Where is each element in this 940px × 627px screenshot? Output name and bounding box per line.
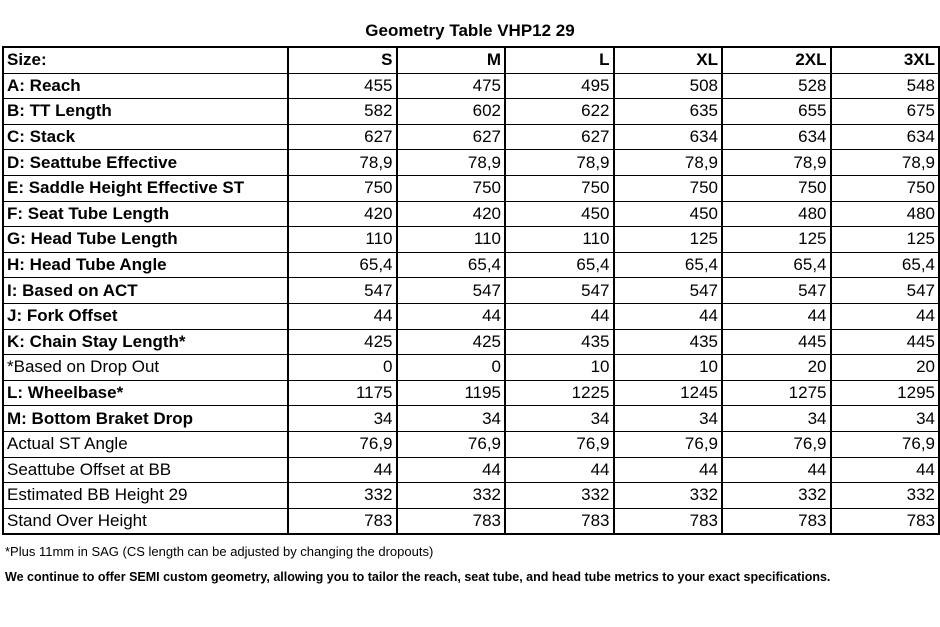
table-row — [3, 278, 939, 304]
value-cell: 445 — [831, 329, 940, 355]
row-label: J: Fork Offset — [3, 303, 288, 329]
value-cell: 125 — [831, 227, 940, 253]
value-cell: 34 — [288, 406, 397, 432]
row-label: D: Seattube Effective — [3, 150, 288, 176]
value-cell: 1245 — [614, 380, 723, 406]
value-cell: 1295 — [831, 380, 940, 406]
row-label: H: Head Tube Angle — [3, 252, 288, 278]
row-label: F: Seat Tube Length — [3, 201, 288, 227]
value-cell: 44 — [397, 303, 506, 329]
value-cell: 10 — [505, 355, 614, 381]
value-cell: 1225 — [505, 380, 614, 406]
value-cell: 750 — [831, 175, 940, 201]
value-cell: 1275 — [722, 380, 831, 406]
value-cell: 622 — [505, 99, 614, 125]
value-cell: 76,9 — [505, 431, 614, 457]
row-label: Actual ST Angle — [3, 431, 288, 457]
row-label: E: Saddle Height Effective ST — [3, 175, 288, 201]
value-cell: 34 — [397, 406, 506, 432]
table-row — [3, 303, 939, 329]
table-row — [3, 150, 939, 176]
value-cell: 634 — [722, 124, 831, 150]
value-cell: 425 — [397, 329, 506, 355]
size-header-s: S — [288, 47, 397, 73]
row-label: K: Chain Stay Length* — [3, 329, 288, 355]
value-cell: 455 — [288, 73, 397, 99]
value-cell: 547 — [722, 278, 831, 304]
table-row — [3, 73, 939, 99]
value-cell: 602 — [397, 99, 506, 125]
value-cell: 65,4 — [505, 252, 614, 278]
value-cell: 627 — [288, 124, 397, 150]
value-cell: 435 — [614, 329, 723, 355]
value-cell: 495 — [505, 73, 614, 99]
table-row — [3, 99, 939, 125]
size-header-l: L — [505, 47, 614, 73]
value-cell: 420 — [397, 201, 506, 227]
value-cell: 634 — [831, 124, 940, 150]
table-header-row — [3, 47, 939, 73]
value-cell: 750 — [397, 175, 506, 201]
value-cell: 420 — [288, 201, 397, 227]
page-title: Geometry Table VHP12 29 — [365, 21, 575, 40]
value-cell: 78,9 — [722, 150, 831, 176]
value-cell: 332 — [505, 483, 614, 509]
value-cell: 750 — [614, 175, 723, 201]
value-cell: 547 — [831, 278, 940, 304]
table-row — [3, 175, 939, 201]
value-cell: 78,9 — [505, 150, 614, 176]
value-cell: 65,4 — [722, 252, 831, 278]
value-cell: 44 — [288, 303, 397, 329]
row-label: B: TT Length — [3, 99, 288, 125]
value-cell: 332 — [288, 483, 397, 509]
value-cell: 65,4 — [397, 252, 506, 278]
row-label: I: Based on ACT — [3, 278, 288, 304]
value-cell: 425 — [288, 329, 397, 355]
table-row — [3, 508, 939, 534]
value-cell: 125 — [614, 227, 723, 253]
size-header-3xl: 3XL — [831, 47, 940, 73]
value-cell: 783 — [831, 508, 940, 534]
size-header-2xl: 2XL — [722, 47, 831, 73]
value-cell: 44 — [722, 303, 831, 329]
row-label: *Based on Drop Out — [3, 355, 288, 381]
value-cell: 65,4 — [288, 252, 397, 278]
value-cell: 44 — [505, 303, 614, 329]
value-cell: 332 — [614, 483, 723, 509]
row-label: C: Stack — [3, 124, 288, 150]
value-cell: 508 — [614, 73, 723, 99]
value-cell: 750 — [722, 175, 831, 201]
table-row — [3, 201, 939, 227]
value-cell: 627 — [505, 124, 614, 150]
value-cell: 78,9 — [397, 150, 506, 176]
value-cell: 10 — [614, 355, 723, 381]
value-cell: 44 — [831, 457, 940, 483]
table-row — [3, 329, 939, 355]
row-label: L: Wheelbase* — [3, 380, 288, 406]
value-cell: 783 — [288, 508, 397, 534]
value-cell: 44 — [614, 457, 723, 483]
table-row — [3, 380, 939, 406]
table-row — [3, 227, 939, 253]
size-header-xl: XL — [614, 47, 723, 73]
table-row — [3, 124, 939, 150]
value-cell: 110 — [505, 227, 614, 253]
table-row — [3, 457, 939, 483]
value-cell: 528 — [722, 73, 831, 99]
value-cell: 783 — [397, 508, 506, 534]
value-cell: 435 — [505, 329, 614, 355]
value-cell: 20 — [722, 355, 831, 381]
row-label: G: Head Tube Length — [3, 227, 288, 253]
value-cell: 582 — [288, 99, 397, 125]
value-cell: 750 — [505, 175, 614, 201]
table-row — [3, 406, 939, 432]
row-label: A: Reach — [3, 73, 288, 99]
value-cell: 110 — [288, 227, 397, 253]
value-cell: 44 — [722, 457, 831, 483]
value-cell: 65,4 — [614, 252, 723, 278]
value-cell: 78,9 — [831, 150, 940, 176]
value-cell: 655 — [722, 99, 831, 125]
value-cell: 0 — [288, 355, 397, 381]
custom-geometry-note: We continue to offer SEMI custom geometry, allowing you to tailor the reach, seat tube, and head tube metrics to your exact specifications. — [5, 570, 831, 584]
value-cell: 547 — [505, 278, 614, 304]
value-cell: 44 — [288, 457, 397, 483]
value-cell: 332 — [831, 483, 940, 509]
value-cell: 475 — [397, 73, 506, 99]
value-cell: 750 — [288, 175, 397, 201]
value-cell: 480 — [831, 201, 940, 227]
value-cell: 783 — [722, 508, 831, 534]
value-cell: 44 — [505, 457, 614, 483]
value-cell: 76,9 — [831, 431, 940, 457]
value-cell: 547 — [397, 278, 506, 304]
value-cell: 548 — [831, 73, 940, 99]
value-cell: 125 — [722, 227, 831, 253]
value-cell: 445 — [722, 329, 831, 355]
value-cell: 634 — [614, 124, 723, 150]
value-cell: 65,4 — [831, 252, 940, 278]
footnote: *Plus 11mm in SAG (CS length can be adjusted by changing the dropouts) — [5, 544, 434, 559]
value-cell: 450 — [614, 201, 723, 227]
value-cell: 34 — [505, 406, 614, 432]
value-cell: 110 — [397, 227, 506, 253]
value-cell: 78,9 — [288, 150, 397, 176]
value-cell: 450 — [505, 201, 614, 227]
value-cell: 480 — [722, 201, 831, 227]
geometry-table — [2, 46, 940, 535]
value-cell: 76,9 — [397, 431, 506, 457]
value-cell: 675 — [831, 99, 940, 125]
value-cell: 332 — [722, 483, 831, 509]
size-header-m: M — [397, 47, 506, 73]
value-cell: 34 — [722, 406, 831, 432]
value-cell: 635 — [614, 99, 723, 125]
value-cell: 78,9 — [614, 150, 723, 176]
row-label: Estimated BB Height 29 — [3, 483, 288, 509]
value-cell: 0 — [397, 355, 506, 381]
value-cell: 332 — [397, 483, 506, 509]
value-cell: 20 — [831, 355, 940, 381]
value-cell: 1175 — [288, 380, 397, 406]
table-row — [3, 252, 939, 278]
value-cell: 76,9 — [614, 431, 723, 457]
value-cell: 44 — [831, 303, 940, 329]
value-cell: 547 — [614, 278, 723, 304]
row-label: Seattube Offset at BB — [3, 457, 288, 483]
value-cell: 34 — [831, 406, 940, 432]
header-label-cell: Size: — [3, 47, 288, 73]
value-cell: 783 — [614, 508, 723, 534]
row-label: Stand Over Height — [3, 508, 288, 534]
table-row — [3, 355, 939, 381]
value-cell: 44 — [614, 303, 723, 329]
value-cell: 1195 — [397, 380, 506, 406]
value-cell: 34 — [614, 406, 723, 432]
value-cell: 44 — [397, 457, 506, 483]
table-row — [3, 431, 939, 457]
value-cell: 76,9 — [288, 431, 397, 457]
value-cell: 627 — [397, 124, 506, 150]
value-cell: 547 — [288, 278, 397, 304]
geometry-table-body — [3, 47, 939, 534]
value-cell: 76,9 — [722, 431, 831, 457]
table-row — [3, 483, 939, 509]
value-cell: 783 — [505, 508, 614, 534]
row-label: M: Bottom Braket Drop — [3, 406, 288, 432]
